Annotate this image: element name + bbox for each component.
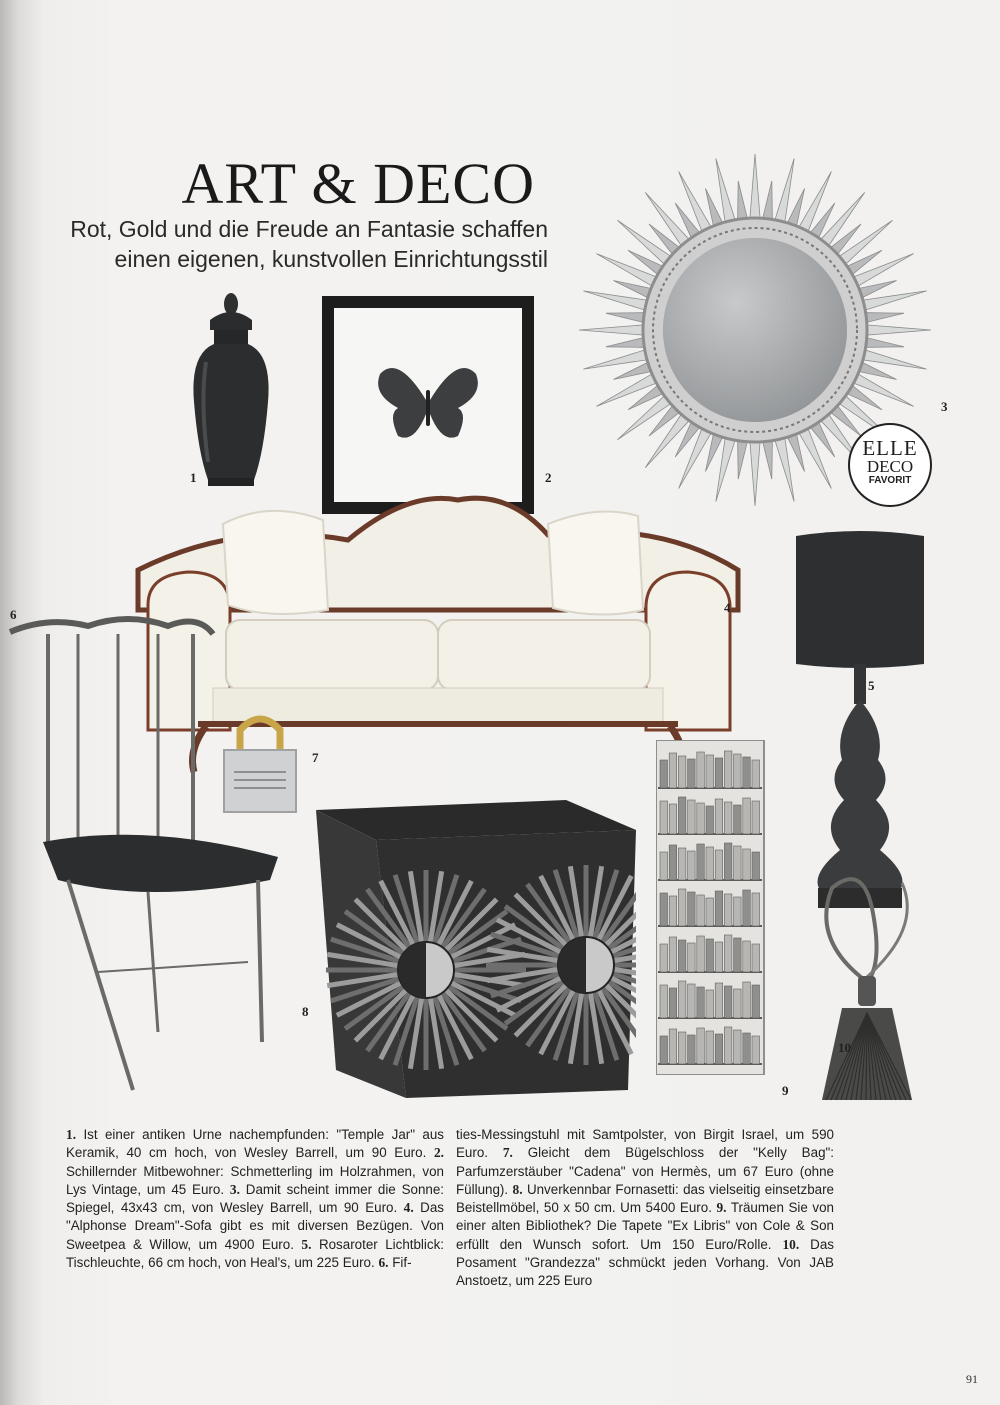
item-number-3: 3 [941,399,948,414]
item-number-8: 8 [302,1004,309,1019]
fornasetti-cube-image [316,800,636,1100]
item-number-6: 6 [10,607,17,622]
caption-column-left: 1. Ist einer antiken Urne nachempfunden: "Temple Jar" aus Keramik, 40 cm hoch, von Wesley Barrell, um 90 Euro. 2. Schillernder Mitbewohner: Schmetterling im Holzrahmen, von Lys Vintage, um 45 Euro. 3. Damit scheint immer die Sonne: Spiegel, 43x43 cm, von Wesley Barrell, um 90 Euro. 4. Das "Alphonse Dream"-Sofa gibt es mit diversen Bezügen. Von Sweetpea & Willow, um 4900 Euro. 5. Rosaroter Lichtblick: Tischleuchte, 66 cm hoch, von Heal's, um 225 Euro. 6. Fif- [66,1127,445,1271]
item-number-5: 5 [868,678,875,693]
caption-column-right: ties-Messingstuhl mit Samtpolster, von Birgit Israel, um 590 Euro. 7. Gleicht dem Bügelschloss der "Kelly Bag": Parfumzerstäuber "Cadena" von Hermès, um 67 Euro (ohne Füllung). 8. Unverkennbar Fornasetti: das vielseitig einsetzbare Beistellmöbel, 50 x 50 cm. Um 5400 Euro. 9. Träumen Sie von einer alten Bibliothek? Die Tapete "Ex Libris" von Cole & Son erfüllt den Wunsch sofort. Um 150 Euro/Rolle. 10. Das Posament "Grandezza" schmückt jeden Vorhang. Von JAB Anstoetz, um 225 Euro [456,1127,834,1289]
subtitle-line-2: einen eigenen, kunstvollen Einrichtungsstil [114,246,548,272]
item-number-2: 2 [545,470,552,485]
item-number-7: 7 [312,750,319,765]
grandezza-tassel-image [812,868,942,1108]
cadena-padlock-perfume-image [220,710,300,815]
item-number-1: 1 [190,470,197,485]
subtitle-line-1: Rot, Gold und die Freude an Fantasie schaffen [70,216,548,242]
page-title: ART & DECO [181,151,535,216]
sun-face-left [326,870,526,1070]
item-number-9: 9 [782,1083,789,1098]
item-number-10: 10 [838,1040,851,1055]
ex-libris-wallpaper-image [656,740,766,1075]
brass-chair-image [8,612,298,1100]
elle-deco-favorit-badge: ELLE DECO FAVORIT [848,423,932,507]
page-number: 91 [966,1372,978,1386]
temple-jar-image [186,292,276,492]
item-number-4: 4 [724,600,731,615]
